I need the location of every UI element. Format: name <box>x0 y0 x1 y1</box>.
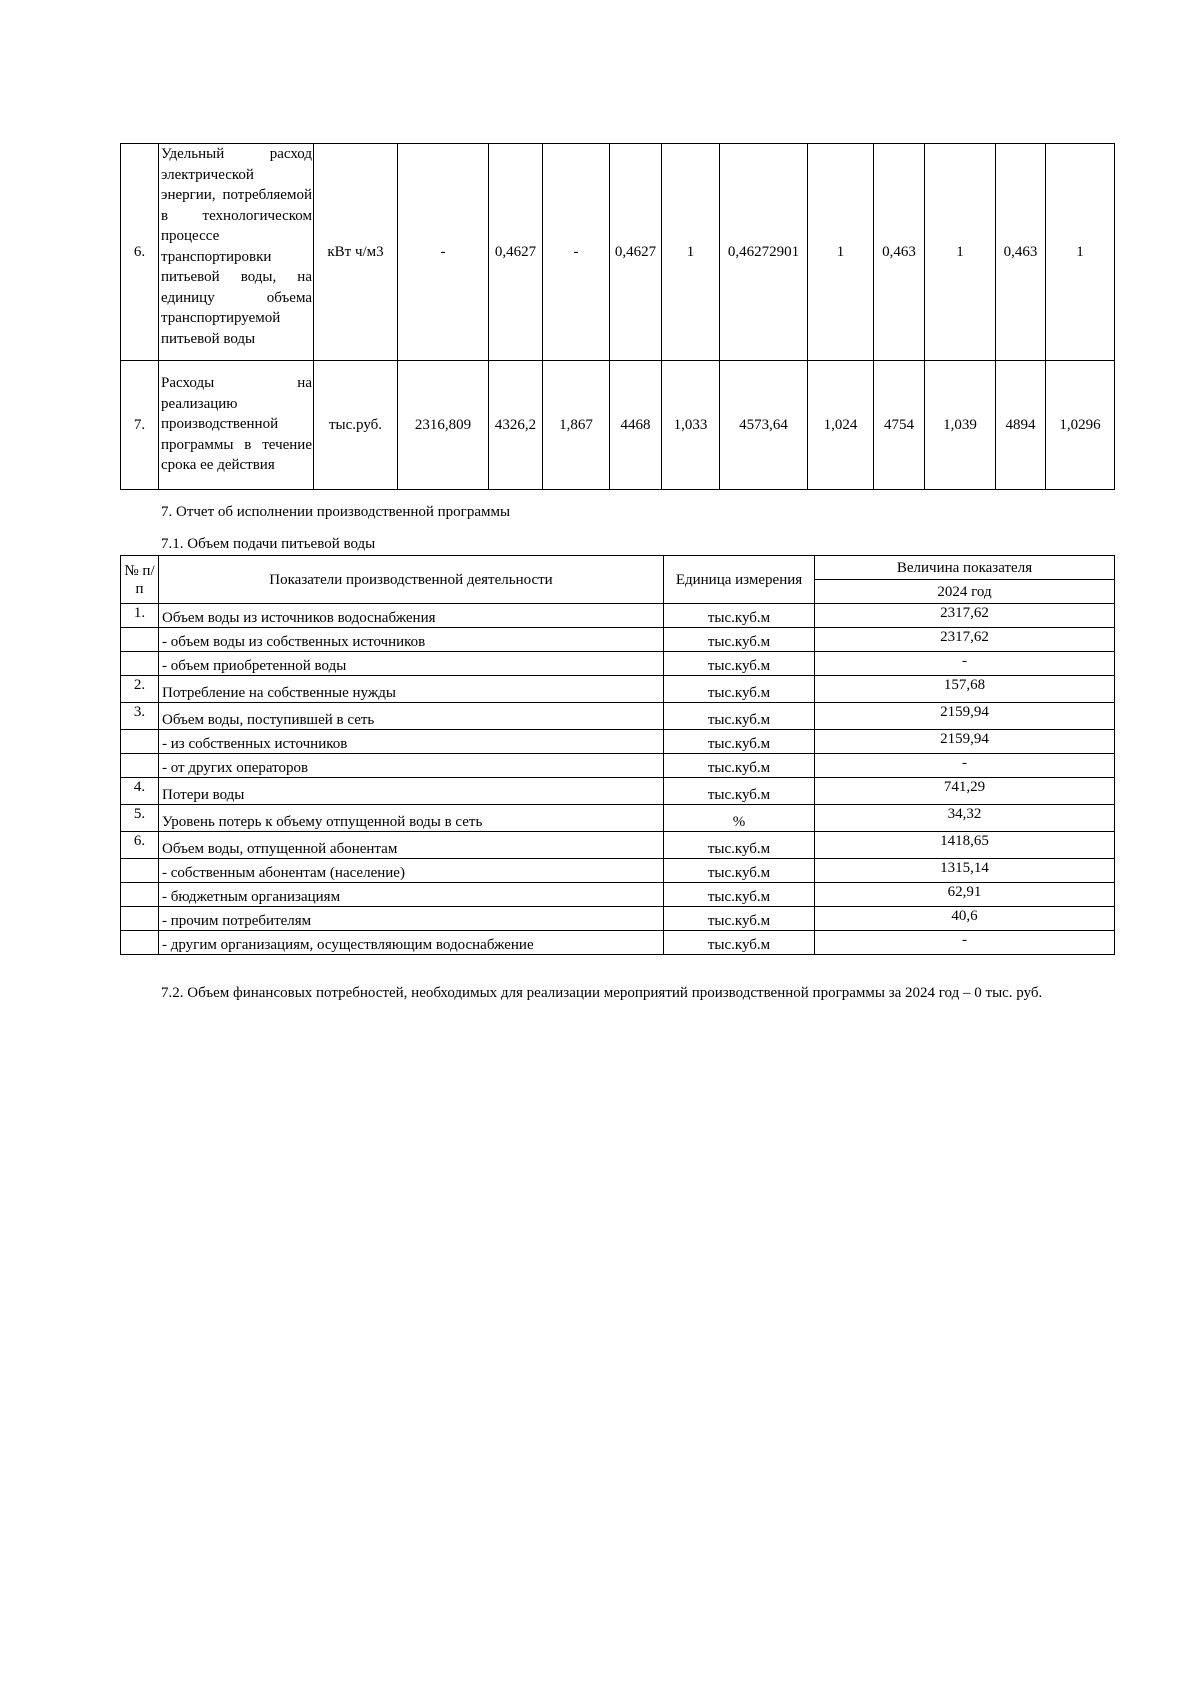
table-row <box>121 907 1115 931</box>
row-name: Объем воды из источников водоснабжения <box>159 604 664 628</box>
row-name: - из собственных источников <box>159 730 664 754</box>
row-description: Удельный расход электрической энергии, потребляемой в технологическом процессе транспортировки питьевой воды, на единицу объема транспортируемой питьевой воды <box>159 144 314 361</box>
row-unit: тыс.куб.м <box>664 859 815 883</box>
row-unit: тыс.куб.м <box>664 931 815 955</box>
table-cell: 0,4627 <box>610 144 662 361</box>
row-value: 1418,65 <box>815 832 1115 859</box>
row-number: 5. <box>121 805 159 832</box>
table-cell: 1 <box>1046 144 1115 361</box>
table-row <box>121 604 1115 628</box>
row-name: Объем воды, поступившей в сеть <box>159 703 664 730</box>
row-unit: % <box>664 805 815 832</box>
header-year: 2024 год <box>815 580 1115 604</box>
table-cell: 4468 <box>610 361 662 490</box>
table-row <box>121 832 1115 859</box>
subsection-heading: 7.1. Объем подачи питьевой воды <box>161 536 376 552</box>
row-name: - собственным абонентам (население) <box>159 859 664 883</box>
row-unit: тыс.куб.м <box>664 907 815 931</box>
table-cell: 1,033 <box>662 361 720 490</box>
row-value: 1315,14 <box>815 859 1115 883</box>
table-cell: 1,0296 <box>1046 361 1115 490</box>
table-cell: 0,46272901 <box>720 144 808 361</box>
header-num: № п/п <box>121 556 159 604</box>
financial-needs-paragraph: 7.2. Объем финансовых потребностей, необходимых для реализации мероприятий производственной программы за 2024 год – 0 тыс. руб. <box>161 985 1043 1001</box>
header-unit: Единица измерения <box>664 556 815 604</box>
row-unit: тыс.куб.м <box>664 883 815 907</box>
table-cell: 1,039 <box>925 361 996 490</box>
table-row <box>121 703 1115 730</box>
table-cell: - <box>398 144 489 361</box>
row-value: - <box>815 754 1115 778</box>
row-number <box>121 628 159 652</box>
row-number <box>121 754 159 778</box>
header-value: Величина показателя <box>815 556 1115 580</box>
row-value: - <box>815 931 1115 955</box>
row-number <box>121 907 159 931</box>
row-unit: тыс.куб.м <box>664 604 815 628</box>
table-cell: 0,4627 <box>489 144 543 361</box>
row-unit: тыс.куб.м <box>664 652 815 676</box>
table-row <box>121 778 1115 805</box>
row-number <box>121 883 159 907</box>
table-header-row <box>121 556 1115 580</box>
production-indicators-table <box>120 143 1115 490</box>
row-name: - объем приобретенной воды <box>159 652 664 676</box>
row-number: 2. <box>121 676 159 703</box>
water-supply-table <box>120 555 1115 955</box>
row-number: 4. <box>121 778 159 805</box>
row-number: 1. <box>121 604 159 628</box>
row-name: - бюджетным организациям <box>159 883 664 907</box>
table-cell: 4894 <box>996 361 1046 490</box>
row-value: 2317,62 <box>815 604 1115 628</box>
row-value: 157,68 <box>815 676 1115 703</box>
table-cell: 1,024 <box>808 361 874 490</box>
row-unit: тыс.куб.м <box>664 676 815 703</box>
table-row <box>121 676 1115 703</box>
row-unit: тыс.куб.м <box>664 832 815 859</box>
table-cell: 0,463 <box>996 144 1046 361</box>
row-value: 2159,94 <box>815 730 1115 754</box>
row-unit: тыс.руб. <box>314 361 398 490</box>
row-unit: тыс.куб.м <box>664 754 815 778</box>
table-cell: 4754 <box>874 361 925 490</box>
table-row <box>121 652 1115 676</box>
row-value: 2159,94 <box>815 703 1115 730</box>
row-number: 7. <box>121 361 159 490</box>
table-row <box>121 931 1115 955</box>
row-number <box>121 652 159 676</box>
table-row <box>121 628 1115 652</box>
row-name: Уровень потерь к объему отпущенной воды в сеть <box>159 805 664 832</box>
row-unit: кВт ч/м3 <box>314 144 398 361</box>
row-name: - объем воды из собственных источников <box>159 628 664 652</box>
table-row <box>121 754 1115 778</box>
row-value: 34,32 <box>815 805 1115 832</box>
table-cell: 1 <box>808 144 874 361</box>
table-cell: 0,463 <box>874 144 925 361</box>
row-number <box>121 859 159 883</box>
table-cell: 1 <box>662 144 720 361</box>
row-value: 40,6 <box>815 907 1115 931</box>
table-row <box>121 144 1115 361</box>
table-cell: 2316,809 <box>398 361 489 490</box>
row-name: Объем воды, отпущенной абонентам <box>159 832 664 859</box>
row-number: 6. <box>121 144 159 361</box>
row-value: - <box>815 652 1115 676</box>
row-value: 2317,62 <box>815 628 1115 652</box>
table-cell: - <box>543 144 610 361</box>
table-cell: 1,867 <box>543 361 610 490</box>
table-row <box>121 730 1115 754</box>
row-value: 741,29 <box>815 778 1115 805</box>
table-cell: 1 <box>925 144 996 361</box>
table-cell: 4326,2 <box>489 361 543 490</box>
row-name: Потери воды <box>159 778 664 805</box>
table-row <box>121 805 1115 832</box>
row-name: - от других операторов <box>159 754 664 778</box>
table-row <box>121 859 1115 883</box>
row-number: 6. <box>121 832 159 859</box>
table-row <box>121 883 1115 907</box>
row-name: - другим организациям, осуществляющим водоснабжение <box>159 931 664 955</box>
header-indicator: Показатели производственной деятельности <box>159 556 664 604</box>
row-unit: тыс.куб.м <box>664 778 815 805</box>
row-description: Расходы на реализацию производственной программы в течение срока ее действия <box>159 361 314 490</box>
row-name: Потребление на собственные нужды <box>159 676 664 703</box>
table-row <box>121 361 1115 490</box>
row-name: - прочим потребителям <box>159 907 664 931</box>
row-number <box>121 730 159 754</box>
row-value: 62,91 <box>815 883 1115 907</box>
row-unit: тыс.куб.м <box>664 730 815 754</box>
row-number <box>121 931 159 955</box>
table-cell: 4573,64 <box>720 361 808 490</box>
row-number: 3. <box>121 703 159 730</box>
section-heading: 7. Отчет об исполнении производственной программы <box>161 504 511 520</box>
row-unit: тыс.куб.м <box>664 628 815 652</box>
row-unit: тыс.куб.м <box>664 703 815 730</box>
